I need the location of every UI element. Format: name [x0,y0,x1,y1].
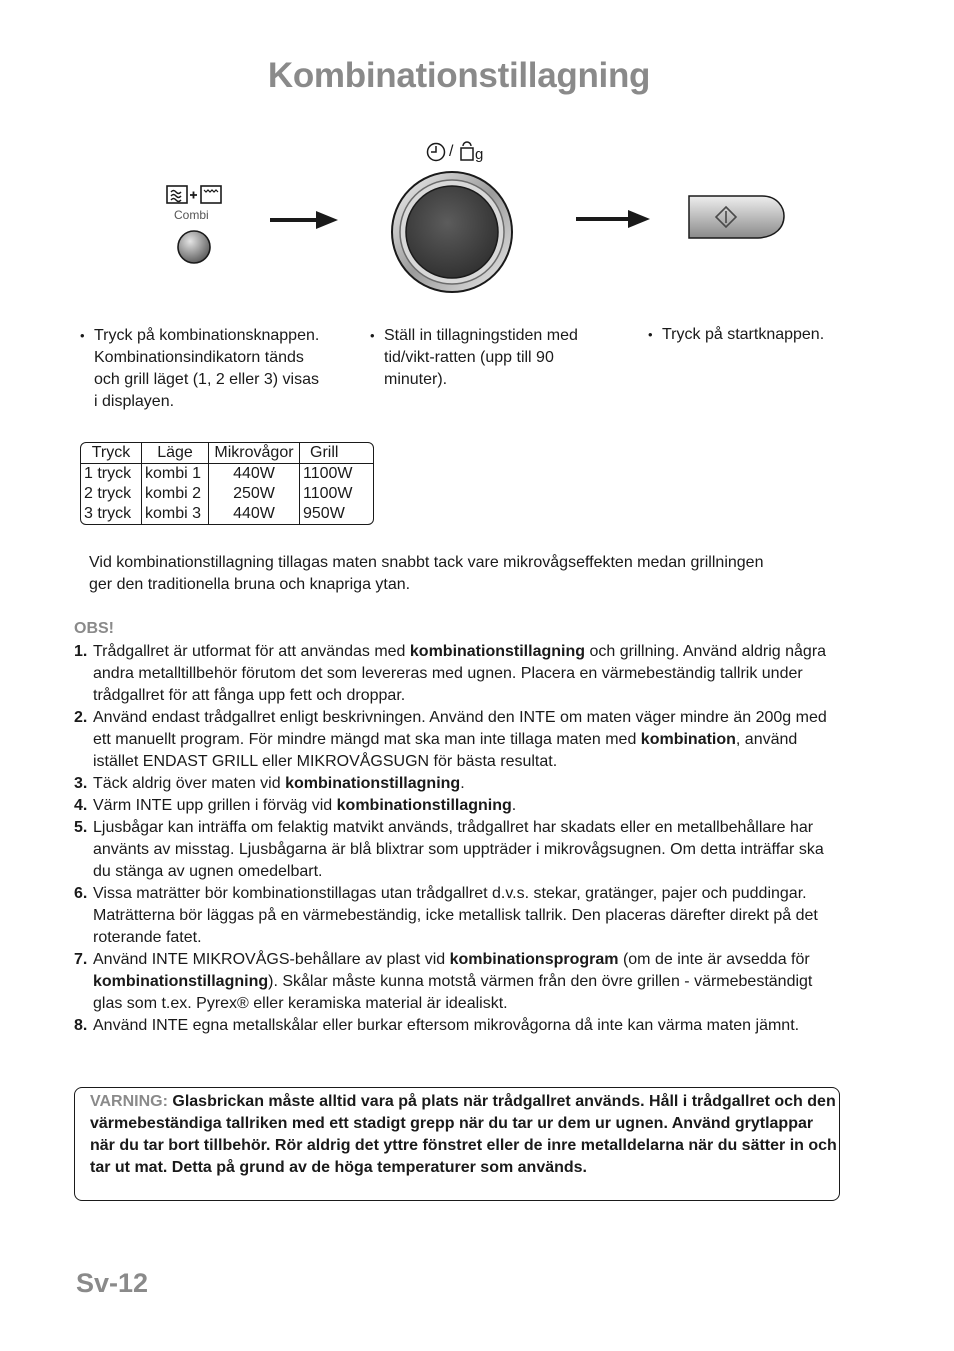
step-1-text [80,325,364,413]
table-header: Läge [141,443,208,464]
obs-notes-list [74,641,844,1037]
obs-heading: OBS! [74,620,114,637]
note-text: Vissa maträtter bör kombinationstillagas utan trådgallret d.v.s. stekar, gratänger, pajer och puddingar. Maträtterna bör läggas på en värmebeständig, icke metallisk tallrik. Den placeras därefter direkt på det roterande fatet. [93,885,818,946]
note-number: 2. [74,709,88,726]
table-cell: 250W [208,484,299,504]
table-cell: 2 tryck [84,485,132,502]
note-text: Ljusbågar kan inträffa om felaktig matvikt används, trådgallret har skadats eller en metallbehållare har använts av misstag. Ljusbågarna är blå blixtrar som uppträder i mikrovågsugnen. Om detta inträffar ska du stänga av ugnen omedelbart. [93,819,824,880]
clock-icon [426,142,446,162]
intro-paragraph [89,552,849,596]
warning-text: Glasbrickan måste alltid vara på plats när trådgallret används. Håll i trådgallret och den värmebeständiga tallriken med ett stadigt grepp när du tar ur dem ur ugnen. Använd grytlappar när du tar bort tillbehör. Rör aldrig det yttre fönstret eller de inre metalldelarna när du sätter in och tar ut mat. Detta på grund av de höga temperaturer som används. [90,1093,837,1176]
step-3-text [648,324,902,346]
combi-mode-icon [166,184,226,206]
combi-button[interactable] [176,229,212,265]
note-bold: kombinationstillagning [93,973,269,990]
note-number: 4. [74,797,88,814]
note-text: ). Skålar måste kunna motstå värmen från den övre grillen - värmebeständigt glas som t.ex. Pyrex® eller keramiska material är idealiskt. [93,973,813,1012]
note-text: Använd INTE egna metallskålar eller burkar eftersom mikrovågorna då inte kan värma maten jämnt. [93,1017,800,1034]
table-cell: 3 tryck [84,505,132,522]
note-text: Använd endast trådgallret enligt beskrivningen. Använd den INTE om maten väger mindre än 200g med ett manuellt program. För mindre mängd mat ska man inte tillaga maten med [93,709,827,748]
table-cell: 950W [299,504,373,524]
time-weight-dial[interactable] [390,170,514,294]
table-cell: 440W [208,464,299,484]
list-item [74,1015,844,1037]
note-number: 7. [74,951,88,968]
combi-modes-table [80,442,374,525]
note-text: (om de inte är avsedda för [618,951,810,968]
step-line: Tryck på startknappen. [662,326,825,343]
note-number: 6. [74,885,88,902]
note-number: 1. [74,643,88,660]
step-line: minuter). [384,371,448,388]
note-bold: kombination [640,731,736,748]
list-item [74,817,844,883]
intro-line: ger den traditionella bruna och knapriga ytan. [89,576,411,593]
warning-box [74,1087,840,1201]
table-header-row [81,443,373,464]
dial-symbol-weight: g [475,146,484,163]
table-cell: 1100W [299,484,373,504]
table-header: Grill [299,443,373,464]
note-number: 3. [74,775,88,792]
list-item [74,641,844,707]
arrow-right-icon [576,208,652,230]
start-button[interactable] [686,194,786,240]
table-row [81,484,373,504]
arrow-right-icon [270,209,340,231]
bullet: • [370,328,375,343]
step-line: Tryck på kombinationsknappen. [94,327,320,344]
step-line: Kombinationsindikatorn tänds [94,349,304,366]
note-text: Trådgallret är utformat för att användas med [93,643,410,660]
table-header: Tryck [81,443,141,464]
note-text: Täck aldrig över maten vid [93,775,286,792]
step-line: i displayen. [94,393,175,410]
note-number: 8. [74,1017,88,1034]
list-item [74,707,844,773]
note-text: och grillning. Använd aldrig några andra metalltillbehör förutom det som levereras med ugnen. Placera en värmebeständig tallrik under trådgallret för att fånga upp fett och droppar. [93,643,827,704]
dial-symbol-separator: / [449,143,454,160]
intro-line: Vid kombinationstillagning tillagas maten snabbt tack vare mikrovågseffekten medan grillningen [89,554,764,571]
step-line: Ställ in tillagningstiden med [384,327,578,344]
step-line: och grill läget (1, 2 eller 3) visas [94,371,319,388]
table-row [81,504,373,524]
bullet: • [648,327,653,342]
weight-icon [459,140,475,162]
table-cell: 1 tryck [84,465,132,482]
page-title: Kombinationstillagning [267,56,651,95]
note-bold: kombinationsprogram [449,951,619,968]
step-2-text [370,325,624,391]
table-cell: kombi 3 [141,504,208,524]
note-text: Värm INTE upp grillen i förväg vid [93,797,337,814]
step-line: tid/vikt-ratten (upp till 90 [384,349,554,366]
note-text: . [511,797,517,814]
table-cell: 1100W [299,464,373,484]
combi-label: Combi [174,208,209,222]
note-text: . [460,775,465,792]
list-item [74,773,844,795]
warning-label: VARNING: [90,1093,168,1110]
table-header: Mikrovågor [208,443,299,464]
table-cell: 440W [208,504,299,524]
note-text: , använd istället ENDAST GRILL eller MIKROVÅGSUGN för bästa resultat. [93,731,798,770]
table-cell: kombi 2 [141,484,208,504]
list-item [74,949,844,1015]
note-text: Använd INTE MIKROVÅGS-behållare av plast vid [93,951,450,968]
list-item [74,883,844,949]
table-cell: kombi 1 [141,464,208,484]
bullet: • [80,328,85,343]
note-bold: kombinationstillagning [409,643,585,660]
list-item [74,795,844,817]
note-bold: kombinationstillagning [336,797,512,814]
page-number: Sv-12 [76,1268,149,1298]
note-number: 5. [74,819,88,836]
table-row [81,464,373,484]
note-bold: kombinationstillagning [285,775,461,792]
